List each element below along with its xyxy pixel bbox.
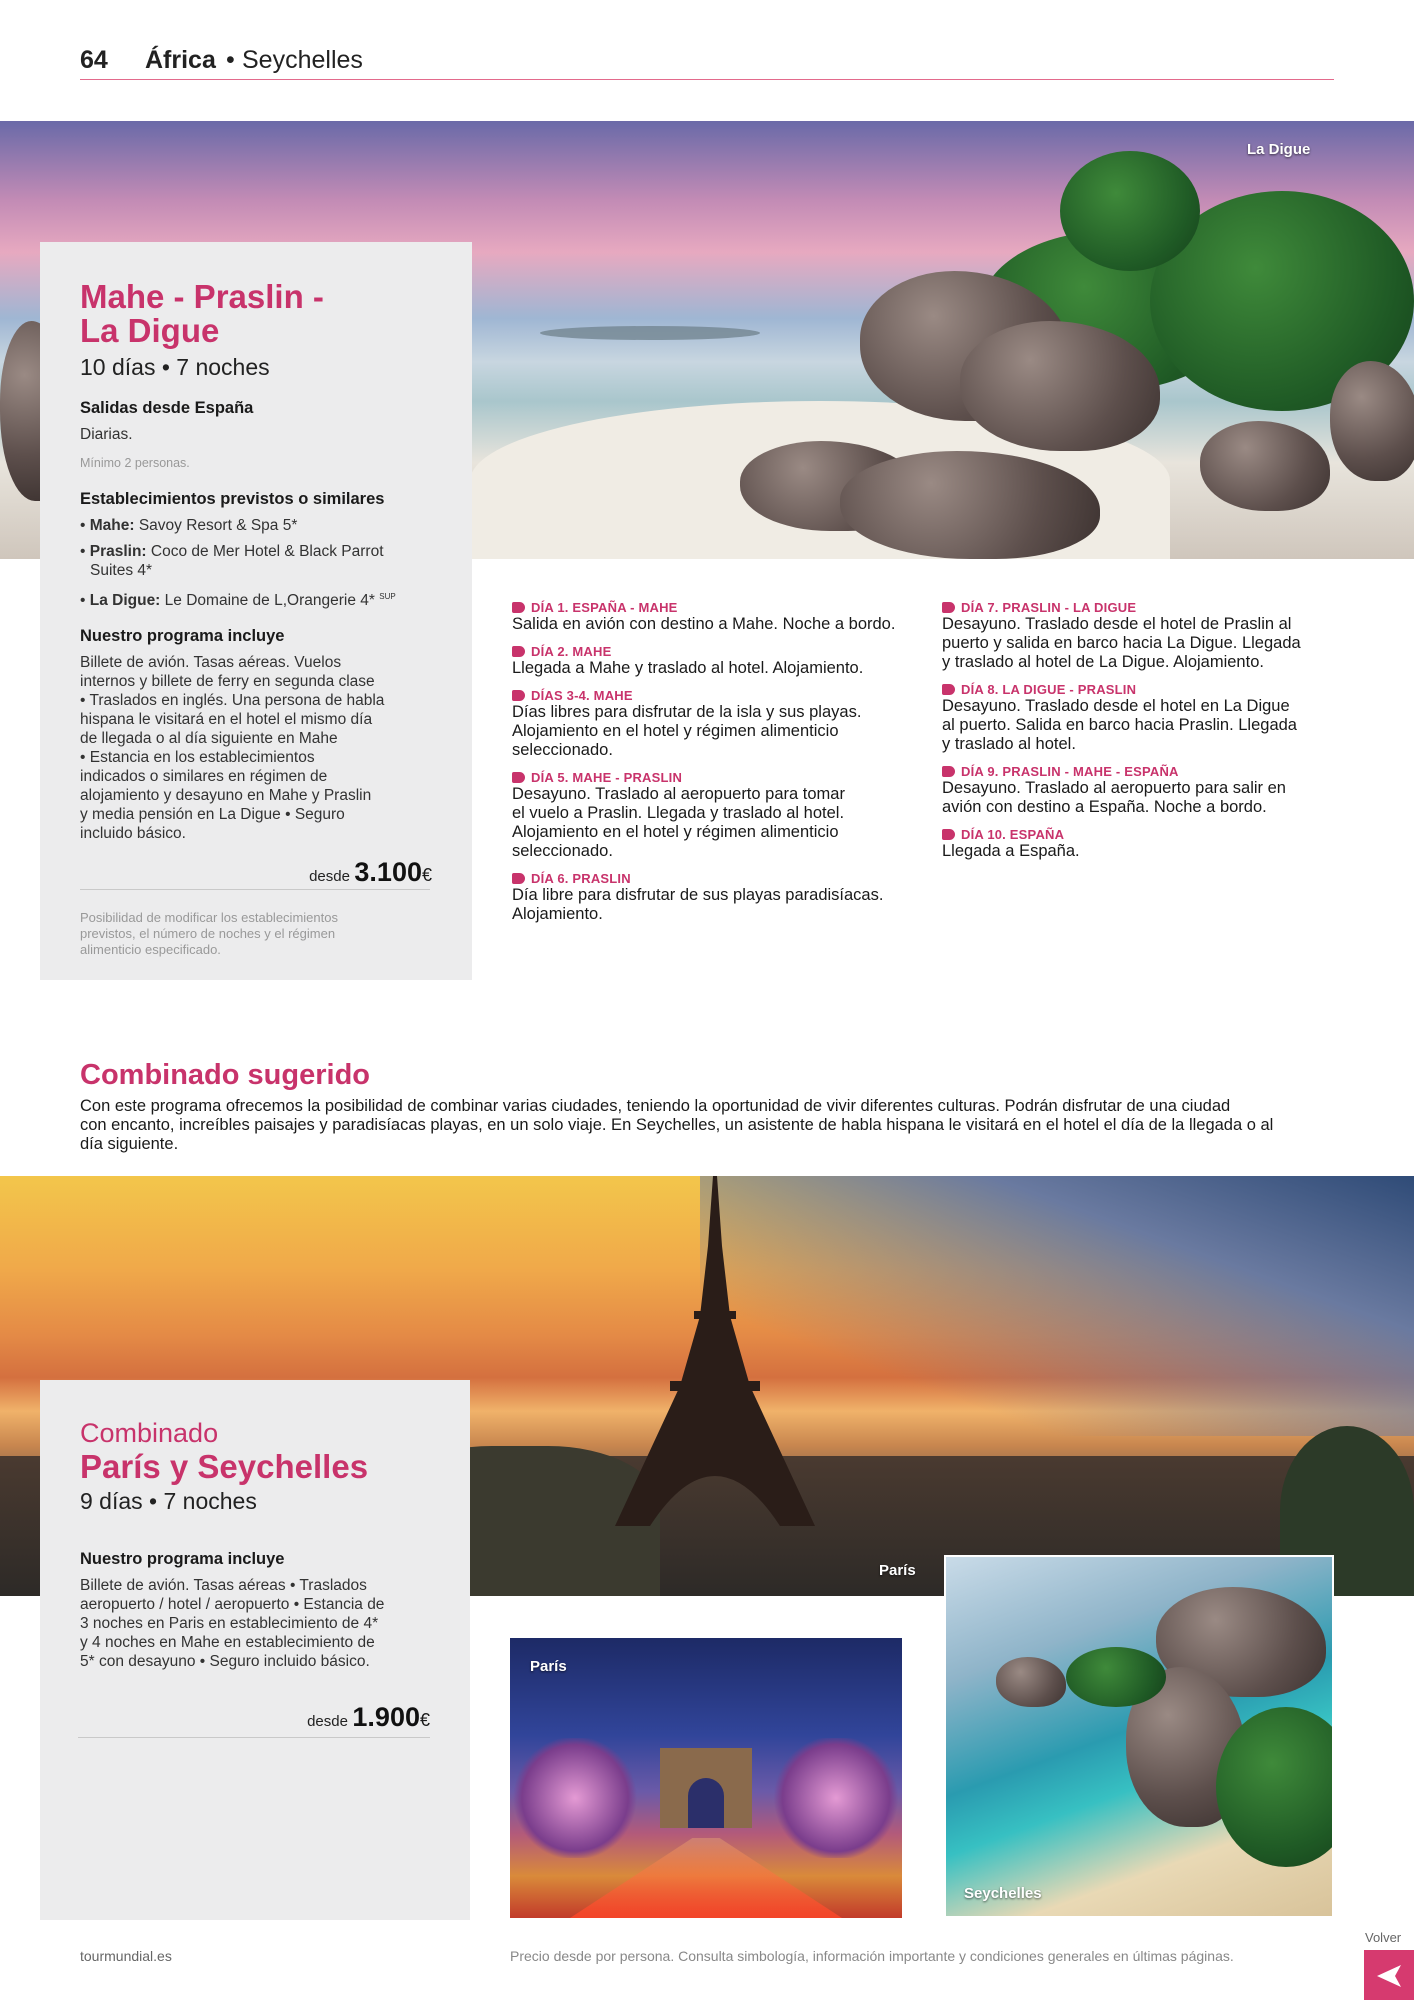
itinerary-day: DÍA 5. MAHE - PRASLIN Desayuno. Traslado al aeropuerto para tomar el vuelo a Praslin. Llegada y traslado al hotel. Alojamiento en el hotel y régimen alimenticio seleccionado. (512, 770, 907, 861)
hero2-caption: París (879, 1562, 916, 1579)
itinerary-day: DÍAS 3-4. MAHE Días libres para disfrutar de la isla y sus playas. Alojamiento en el hotel y régimen alimenticio seleccionado. (512, 688, 907, 760)
departures-heading: Salidas desde España (80, 399, 254, 417)
itinerary-column-1 (512, 600, 907, 924)
program-title-line2: La Digue (80, 312, 220, 349)
seychelles-beach-photo (944, 1555, 1334, 1918)
seychelles-photo-caption: Seychelles (964, 1885, 1042, 1902)
combo-description: Con este programa ofrecemos la posibilidad de combinar varias ciudades, teniendo la oportunidad de vivir diferentes culturas. Podrán disfrutar de una ciudad con encanto, increíbles paisajes y paradisíacas playas, en un solo viaje. En Seychelles, un asistente de habla hispana le visitará en el hotel el día de la llegada o al día siguiente. (80, 1097, 1274, 1153)
itinerary-day: DÍA 9. PRASLIN - MAHE - ESPAÑA Desayuno. Traslado al aeropuerto para salir en avión con destino a España. Noche a bordo. (942, 764, 1337, 817)
footer-note: Precio desde por persona. Consulta simbología, información importante y condiciones generales en últimas páginas. (510, 1948, 1234, 1964)
hotels-heading: Establecimientos previstos o similares (80, 490, 385, 508)
itinerary-day: DÍA 6. PRASLIN Día libre para disfrutar de sus playas paradisíacas. Alojamiento. (512, 871, 907, 924)
modification-note: Posibilidad de modificar los establecimientos previstos, el número de noches y el régimen alimenticio especificado. (80, 910, 338, 957)
price-value: 3.100 (354, 857, 422, 887)
program2-duration: 9 días • 7 noches (80, 1488, 257, 1514)
program-card-paris-seychelles (40, 1380, 470, 1920)
program2-includes-text: Billete de avión. Tasas aéreas • Traslados aeropuerto / hotel / aeropuerto • Estancia de 3 noches en Paris en establecimiento de 4* y 4 noches en Mahe en establecimiento de 5* con desayuno • Seguro incluido básico. (80, 1577, 385, 1670)
header-country: Seychelles (242, 46, 363, 74)
departures-value: Diarias. (80, 426, 133, 443)
program2-price-block (307, 1702, 430, 1733)
price-divider (80, 889, 430, 890)
minimum-note: Mínimo 2 personas. (80, 456, 190, 470)
header-region: África (145, 46, 216, 74)
itinerary-day: DÍA 2. MAHE Llegada a Mahe y traslado al hotel. Alojamiento. (512, 644, 907, 678)
header-separator: • (226, 46, 235, 74)
back-button[interactable] (1364, 1950, 1414, 2000)
program-duration: 10 días • 7 noches (80, 354, 270, 380)
itinerary-day: DÍA 7. PRASLIN - LA DIGUE Desayuno. Traslado desde el hotel de Praslin al puerto y salida en barco hacia La Digue. Llegada y traslado al hotel de La Digue. Alojamiento. (942, 600, 1337, 672)
price-currency: € (421, 865, 432, 885)
back-arrow-icon (1364, 1950, 1414, 2000)
combo-section-title: Combinado sugerido (80, 1059, 370, 1091)
page-header (80, 46, 1334, 80)
hotel-item-praslin: • Praslin: Coco de Mer Hotel & Black Parrot (80, 543, 384, 560)
program-title-line1: Mahe - Praslin - (80, 278, 324, 315)
price-prefix: desde (309, 868, 350, 885)
program2-kicker: Combinado (80, 1418, 219, 1448)
includes-text: Billete de avión. Tasas aéreas. Vuelos internos y billete de ferry en segunda clase • Traslados en inglés. Una persona de habla hispana le visitará en el hotel el mismo día de llegada o al día siguiente en Mahe • Estancia en los establecimientos indicados o similares en régimen de alojamiento y desayuno en Mahe y Praslin y media pensión en La Digue • Seguro incluido básico. (80, 654, 385, 842)
program2-title: París y Seychelles (80, 1448, 369, 1485)
itinerary-day: DÍA 1. ESPAÑA - MAHE Salida en avión con destino a Mahe. Noche a bordo. (512, 600, 907, 634)
itinerary-day: DÍA 8. LA DIGUE - PRASLIN Desayuno. Traslado desde el hotel en La Digue al puerto. Salida en barco hacia Praslin. Llegada y traslado al hotel. (942, 682, 1337, 754)
program2-price-divider (78, 1737, 430, 1738)
price-block (309, 857, 432, 888)
page-number: 64 (80, 46, 108, 74)
hotel-item-la-digue: • La Digue: Le Domaine de L,Orangerie 4* $^{SUP}$ (80, 592, 396, 610)
back-label: Volver (1365, 1930, 1402, 1945)
paris-arc-photo (510, 1638, 902, 1918)
program2-includes-heading: Nuestro programa incluye (80, 1550, 285, 1568)
program-card-mahe-praslin-la-digue (40, 242, 472, 980)
itinerary-column-2 (942, 600, 1337, 861)
hotel-item-mahe: • Mahe: Savoy Resort & Spa 5* (80, 517, 298, 534)
paris-photo-caption: París (530, 1658, 567, 1675)
program2-price-value: 1.900 (352, 1702, 420, 1732)
itinerary-day: DÍA 10. ESPAÑA Llegada a España. (942, 827, 1337, 861)
program2-price-prefix: desde (307, 1713, 348, 1730)
eiffel-tower-shape (610, 1176, 820, 1526)
includes-heading: Nuestro programa incluye (80, 627, 285, 645)
program2-price-currency: € (419, 1710, 430, 1730)
hotel-item-praslin-cont: Suites 4* (90, 562, 153, 579)
footer-site[interactable]: tourmundial.es (80, 1948, 172, 1964)
hero1-caption: La Digue (1247, 141, 1311, 158)
